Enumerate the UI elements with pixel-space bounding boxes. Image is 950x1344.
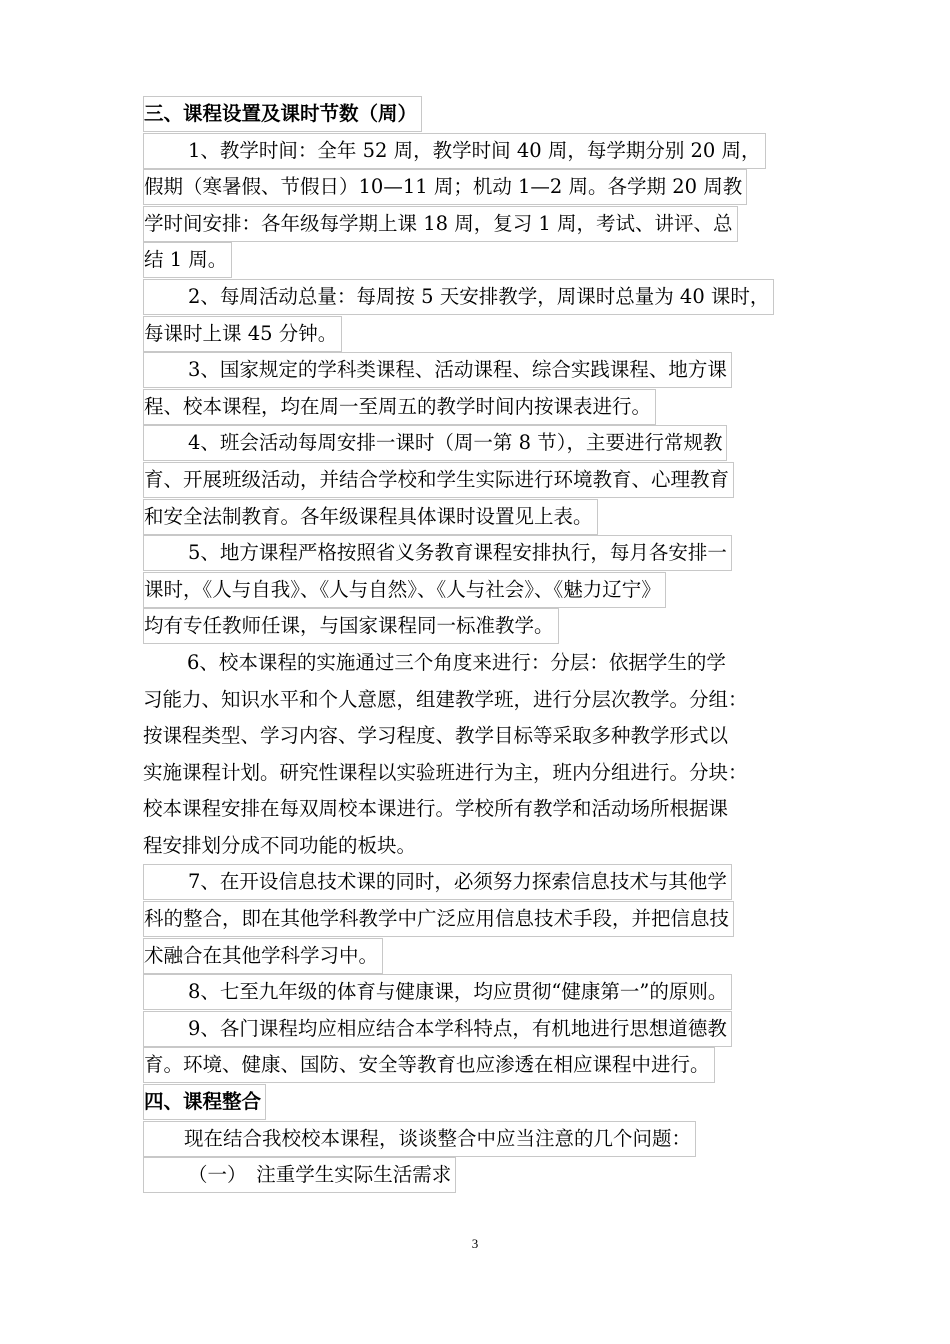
text-line	[143, 535, 811, 572]
paragraph-text: 科的整合，即在其他学科教学中广泛应用信息技术手段，并把信息技	[143, 901, 734, 937]
paragraph-text: 4、班会活动每周安排一课时（周一第 8 节），主要进行常规教	[143, 425, 727, 461]
text-line	[143, 352, 811, 389]
paragraph-text: 9、各门课程均应相应结合本学科特点，有机地进行思想道德教	[143, 1011, 732, 1047]
paragraph-text: 程、校本课程，均在周一至周五的教学时间内按课表进行。	[143, 389, 656, 425]
paragraph-text: （一） 注重学生实际生活需求	[143, 1157, 456, 1193]
text-line	[143, 645, 811, 682]
page-number: 3	[471, 1236, 479, 1251]
text-line	[143, 462, 811, 499]
text-line	[143, 169, 811, 206]
text-line	[143, 901, 811, 938]
paragraph-text: 和安全法制教育。各年级课程具体课时设置见上表。	[143, 499, 598, 535]
text-line	[143, 242, 811, 279]
text-line	[143, 499, 811, 536]
paragraph-text: 实施课程计划。研究性课程以实验班进行为主，班内分组进行。分块：	[143, 760, 748, 784]
text-line	[143, 425, 811, 462]
paragraph-text: 按课程类型、学习内容、学习程度、教学目标等采取多种教学形式以	[143, 724, 729, 748]
paragraph-text: 1、教学时间：全年 52 周，教学时间 40 周，每学期分别 20 周，	[143, 133, 766, 169]
paragraph-text: 术融合在其他学科学习中。	[143, 938, 383, 974]
paragraph-text: 每课时上课 45 分钟。	[143, 316, 342, 352]
text-line	[143, 572, 811, 609]
paragraph-text: 假期（寒暑假、节假日）10—11 周；机动 1—2 周。各学期 20 周教	[143, 169, 747, 205]
text-line	[143, 608, 811, 645]
text-line	[143, 828, 811, 865]
text-line	[143, 1011, 811, 1048]
paragraph-text: 课时，《人与自我》、《人与自然》、《人与社会》、《魅力辽宁》	[143, 572, 666, 608]
paragraph-text: 习能力、知识水平和个人意愿，组建教学班，进行分层次教学。分组：	[143, 687, 748, 711]
paragraph-text: 学时间安排：各年级每学期上课 18 周，复习 1 周，考试、讲评、总	[143, 206, 738, 242]
paragraph-text: 7、在开设信息技术课的同时，必须努力探索信息技术与其他学	[143, 864, 732, 900]
paragraph-text: 育、开展班级活动，并结合学校和学生实际进行环境教育、心理教育	[143, 462, 734, 498]
paragraph-text: 结 1 周。	[143, 242, 232, 278]
text-line	[143, 718, 811, 755]
paragraph-text: 8、七至九年级的体育与健康课，均应贯彻“健康第一”的原则。	[143, 974, 732, 1010]
text-line	[143, 96, 811, 133]
text-line	[143, 974, 811, 1011]
text-line	[143, 206, 811, 243]
paragraph-text: 程安排划分成不同功能的板块。	[143, 833, 417, 857]
text-line	[143, 316, 811, 353]
text-line	[143, 791, 811, 828]
text-line	[143, 1157, 811, 1194]
section-heading: 四、课程整合	[143, 1084, 266, 1120]
text-line	[143, 755, 811, 792]
paragraph-text: 3、国家规定的学科类课程、活动课程、综合实践课程、地方课	[143, 352, 732, 388]
text-line	[143, 864, 811, 901]
text-line	[143, 1121, 811, 1158]
text-line	[143, 389, 811, 426]
text-line	[143, 682, 811, 719]
paragraph-text: 5、地方课程严格按照省义务教育课程安排执行，每月各安排一	[143, 535, 732, 571]
paragraph-text: 现在结合我校校本课程，谈谈整合中应当注意的几个问题：	[143, 1121, 696, 1157]
paragraph-text: 均有专任教师任课，与国家课程同一标准教学。	[143, 608, 559, 644]
paragraph-text: 2、每周活动总量：每周按 5 天安排教学，周课时总量为 40 课时，	[143, 279, 774, 315]
paragraph-text: 校本课程安排在每双周校本课进行。学校所有教学和活动场所根据课	[143, 797, 729, 821]
paragraph-text: 6、校本课程的实施通过三个角度来进行：分层：依据学生的学	[187, 650, 726, 674]
section-heading: 三、课程设置及课时节数（周）	[143, 96, 422, 132]
paragraph-text: 育。环境、健康、国防、安全等教育也应渗透在相应课程中进行。	[143, 1047, 715, 1083]
document-body	[143, 96, 811, 1194]
text-line	[143, 133, 811, 170]
text-line	[143, 279, 811, 316]
text-line	[143, 1047, 811, 1084]
text-line	[143, 938, 811, 975]
text-line	[143, 1084, 811, 1121]
